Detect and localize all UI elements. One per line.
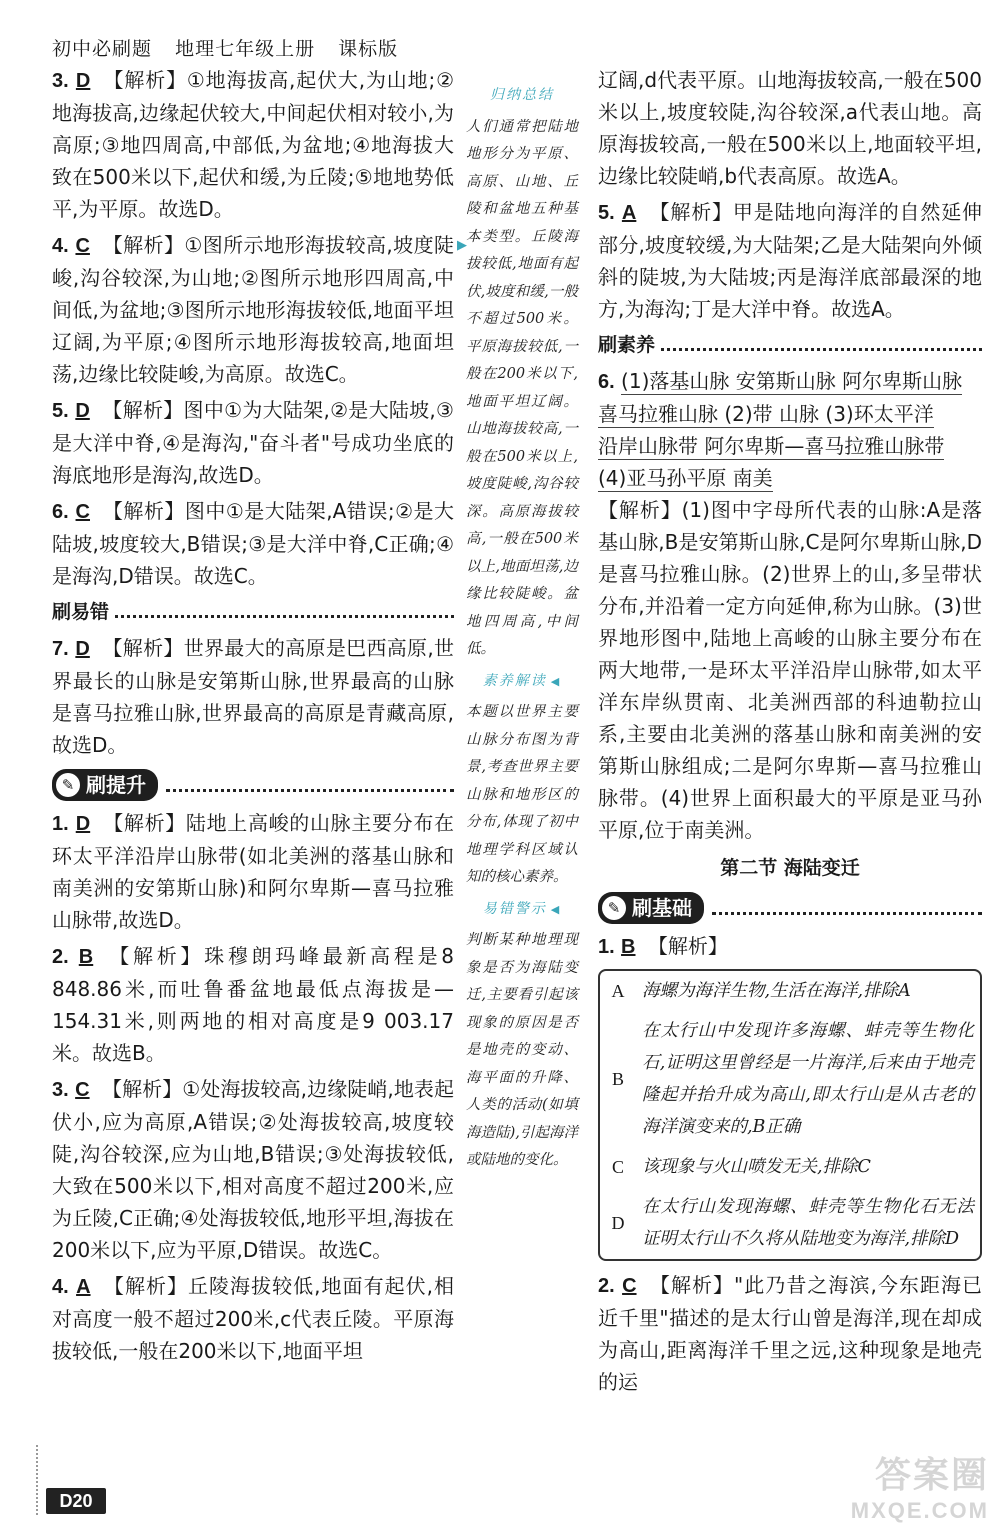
section-title: 第二节 海陆变迁 bbox=[720, 857, 860, 879]
answer-item-j2: 2. C 【解析】"此乃昔之海滨,今东距海已近千里"描述的是太行山曾是海洋,现在却成为高山,距离海洋千里之远,这种现象是地壳的运 bbox=[598, 1273, 982, 1394]
section-header-suyang: 刷素养 bbox=[598, 329, 982, 361]
answer-item-4-continued bbox=[598, 64, 982, 192]
option-label: B bbox=[611, 1069, 624, 1089]
book-subject: 地理七年级上册 bbox=[175, 38, 316, 60]
answer-letter: D bbox=[75, 813, 91, 835]
answer-letter: C bbox=[75, 1079, 90, 1101]
explanation-text: 【解析】 bbox=[647, 934, 728, 958]
answer-letter: B bbox=[78, 946, 94, 968]
left-arrow-icon: ◀ bbox=[550, 902, 562, 916]
answer-item-6: 6. C 【解析】图中①是大陆架,A错误;②是大陆坡,坡度较大,B错误;③是大洋中脊,C正确;④是海沟,D错误。故选C。 bbox=[52, 499, 454, 588]
explanation-text: 【解析】陆地上高峻的山脉主要分布在环太平洋沿岸山脉带(如北美洲的落基山脉和南美洲的安第斯山脉)和阿尔卑斯—喜马拉雅山脉带,故选D。 bbox=[52, 811, 455, 932]
explanation-text: 【解析】①图所示地形海拔较高,坡度陡峻,沟谷较深,为山地;②图所示地形四周高,中间低,为盆地;③图所示地形海拔较低,地面平坦辽阔,为平原;④图所示地形海拔较高,地面坦荡,边缘比较陡峻,为高原。故选C。 bbox=[52, 233, 455, 386]
answer-letter: A bbox=[76, 1276, 91, 1298]
answer-item-t5: 5. A 【解析】甲是陆地向海洋的自然延伸部分,坡度较缓,为大陆架;乙是大陆架向外倾斜的陡坡,为大陆坡;丙是海洋底部最深的地方,为海沟;丁是大洋中脊。故选A。 bbox=[598, 200, 983, 321]
watermark: 答案圈 MXQE.COM bbox=[850, 1454, 989, 1523]
explanation-text: 【解析】①处海拔较高,边缘陡峭,地表起伏小,应为高原,A错误;②处海拔较高,坡度较陡,沟谷较深,应为山地,B错误;③处海拔较低,大致在500米以下,相对高度不超过200米,应为丘陵,C正确;④处海拔较低,地形平坦,海拔在200米以下,应为平原,D错误。故选C。 bbox=[52, 1077, 454, 1262]
section-header-jichu: ✎ 刷基础 bbox=[598, 892, 982, 924]
table-row bbox=[600, 1147, 980, 1187]
option-label: A bbox=[611, 981, 625, 1001]
left-column bbox=[52, 64, 454, 1371]
answer-letter: C bbox=[75, 235, 90, 257]
page-header bbox=[52, 34, 414, 61]
option-label: D bbox=[611, 1213, 625, 1233]
answer-letter: B bbox=[621, 936, 636, 958]
pencil-icon: ✎ bbox=[602, 896, 626, 920]
fill-answer: (1)落基山脉 安第斯山脉 阿尔卑斯山脉 bbox=[621, 369, 963, 393]
explanation-text: 【解析】①地海拔高,起伏大,为山地;②地海拔高,边缘起伏较大,中间起伏相对较小,为高原;③地四周高,中部低,为盆地;④地海拔大致在500米以下,起伏和缓,为丘陵;⑤地地势低平,为平原。故选D。 bbox=[52, 68, 455, 221]
answer-item-7: 7. D 【解析】世界最大的高原是巴西高原,世界最长的山脉是安第斯山脉,世界最高的山脉是喜马拉雅山脉,世界最高的高原是青藏高原,故选D。 bbox=[52, 636, 455, 757]
answer-item-t1: 1. D 【解析】陆地上高峻的山脉主要分布在环太平洋沿岸山脉带(如北美洲的落基山脉和南美洲的安第斯山脉)和阿尔卑斯—喜马拉雅山脉带,故选D。 bbox=[52, 811, 455, 932]
answer-item-t4: 4. A 【解析】丘陵海拔较低,地面有起伏,相对高度一般不超过200米,c代表丘陵。平原海拔较低,一般在200米以下,地面平坦 bbox=[52, 1274, 455, 1363]
explanation-text: 【解析】图中①为大陆架,②是大陆坡,③是大洋中脊,④是海沟,"奋斗者"号成功坐底的海底地形是海沟,故选D。 bbox=[52, 398, 454, 487]
table-row bbox=[600, 1011, 980, 1147]
table-row bbox=[600, 971, 980, 1011]
option-analysis: 在太行山中发现许多海螺、蚌壳等生物化石,证明这里曾经是一片海洋,后来由于地壳隆起并抬升成为高山,即太行山是从古老的海洋演变来的,B正确 bbox=[642, 1021, 974, 1137]
answer-letter: C bbox=[622, 1275, 637, 1297]
side-note-title: 素养解读 ◀ bbox=[482, 672, 562, 689]
option-analysis: 在太行山发现海螺、蚌壳等生物化石无法证明太行山不久将从陆地变为海洋,排除D bbox=[642, 1197, 974, 1249]
fill-answer: (4)亚马孙平原 南美 bbox=[598, 466, 773, 490]
option-analysis-table bbox=[598, 969, 982, 1261]
side-note-text: 人们通常把陆地地形分为平原、高原、山地、丘陵和盆地五种基本类型。丘陵海拔较低,地面有起伏,坡度和缓,一般不超过500米。平原海拔较低,一般在200米以下,地面平坦辽阔。山地海拔较高,一般在500米以上,坡度陡峻,沟谷较深。高原海拔较高,一般在500米以上,地面坦荡,边缘比较陡峻。盆地四周高,中间低。 bbox=[466, 118, 578, 657]
section-header-yicuo: 刷易错 bbox=[52, 596, 454, 628]
answer-letter: A bbox=[621, 202, 637, 224]
section-header-tisheng: ✎ 刷提升 bbox=[52, 769, 454, 801]
answer-item-3: 3. D 【解析】①地海拔高,起伏大,为山地;②地海拔高,边缘起伏较大,中间起伏相对较小,为高原;③地四周高,中部低,为盆地;④地海拔大致在500米以下,起伏和缓,为丘陵;⑤地地势低平,为平原。故选D。 bbox=[52, 68, 455, 221]
dotted-divider bbox=[115, 606, 454, 618]
explanation-text: 【解析】丘陵海拔较低,地面有起伏,相对高度一般不超过200米,c代表丘陵。平原海拔较低,一般在200米以下,地面平坦 bbox=[52, 1274, 455, 1363]
explanation-text: 【解析】图中①是大陆架,A错误;②是大陆坡,坡度较大,B错误;③是大洋中脊,C正确;④是海沟,D错误。故选C。 bbox=[52, 499, 454, 588]
option-analysis: 海螺为海洋生物,生活在海洋,排除A bbox=[642, 981, 911, 1001]
answer-letter: D bbox=[75, 638, 90, 660]
dotted-divider bbox=[166, 778, 454, 792]
side-note-pointer-icon: ▶ bbox=[457, 238, 467, 253]
answer-item-t2: 2. B 【解析】珠穆朗玛峰最新高程是8 848.86米,而吐鲁番盆地最低点海拔是—154.31米,则两地的相对高度是9 003.17米。故选B。 bbox=[52, 944, 455, 1065]
explanation-text: 【解析】甲是陆地向海洋的自然延伸部分,坡度较缓,为大陆架;乙是大陆架向外倾斜的陡坡,为大陆坡;丙是海洋底部最深的地方,为海沟;丁是大洋中脊。故选A。 bbox=[598, 200, 983, 321]
option-analysis: 该现象与火山喷发无关,排除C bbox=[642, 1157, 871, 1177]
answer-item-t3: 3. C 【解析】①处海拔较高,边缘陡峭,地表起伏小,应为高原,A错误;②处海拔较高,坡度较陡,沟谷较深,应为山地,B错误;③处海拔较低,大致在500米以下,相对高度不超过200米,应为丘陵,C正确;④处海拔较低,地形平坦,海拔在200米以下,应为平原,D错误。故选C。 bbox=[52, 1077, 454, 1262]
right-column bbox=[598, 64, 982, 1402]
explanation-text: 【解析】世界最大的高原是巴西高原,世界最长的山脉是安第斯山脉,世界最高的山脉是喜马拉雅山脉,世界最高的高原是青藏高原,故选D。 bbox=[52, 636, 455, 757]
side-note-text: 本题以世界主要山脉分布图为背景,考查世界主要山脉和地形区的分布,体现了初中地理学科区域认知的核心素养。 bbox=[466, 704, 578, 885]
side-note-title: 归纳总结 bbox=[490, 87, 554, 103]
table-row bbox=[600, 1187, 980, 1259]
answer-letter: D bbox=[75, 70, 91, 92]
left-arrow-icon: ◀ bbox=[550, 674, 562, 688]
corner-dotted-line bbox=[36, 1445, 38, 1515]
explanation-text: 【解析】(1)图中字母所代表的山脉:A是落基山脉,B是安第斯山脉,C是阿尔卑斯山脉,D是喜马拉雅山脉。(2)世界上的山,多呈带状分布,并沿着一定方向延伸,称为山脉。(3)世界地形图中,陆地上高峻的山脉主要分布在两大地带,一是环太平洋沿岸山脉带,如太平洋东岸纵贯南、北美洲西部的科迪勒拉山系,主要由北美洲的落基山脉和南美洲的安第斯山脉组成;二是阿尔卑斯—喜马拉雅山脉带。(4)世界上面积最大的平原是亚马孙平原,位于南美洲。 bbox=[598, 498, 982, 842]
book-edition: 课标版 bbox=[338, 38, 399, 60]
fill-answer: 沿岸山脉带 阿尔卑斯—喜马拉雅山脉带 bbox=[598, 434, 945, 458]
dotted-divider bbox=[712, 901, 982, 915]
answer-item-s6: 6. (1)落基山脉 安第斯山脉 阿尔卑斯山脉 喜马拉雅山脉 (2)带 山脉 (3)环太平洋 沿岸山脉带 阿尔卑斯—喜马拉雅山脉带 (4)亚马孙平原 南美 【解析】(1)图中字母所代表的山脉:A是落基山脉,B是安第斯山脉,C是阿尔卑斯山脉,D是喜马拉雅山脉。(2)世界上的山,多呈带状分布,并沿着一定方向延伸,称为山脉。(3)世界地形图中,陆地上高峻的山脉主要分布在两大地带,一是环太平洋沿岸山脉带,如太平洋东岸纵贯南、北美洲西部的科迪勒拉山系,主要由北美洲的落基山脉和南美洲的安第斯山脉组成;二是阿尔卑斯—喜马拉雅山脉带。(4)世界上面积最大的平原是亚马孙平原,位于南美洲。 bbox=[598, 365, 982, 846]
side-notes bbox=[466, 78, 578, 1175]
option-label: C bbox=[611, 1157, 624, 1177]
fill-answer: 喜马拉雅山脉 (2)带 山脉 (3)环太平洋 bbox=[598, 402, 934, 426]
side-note-text: 判断某种地理现象是否为海陆变迁,主要看引起该现象的原因是否是地壳的变动、海平面的升降、人类的活动(如填海造陆),引起海洋或陆地的变化。 bbox=[466, 932, 578, 1168]
explanation-text: 辽阔,d代表平原。山地海拔较高,一般在500米以上,坡度较陡,沟谷较深,a代表山地。高原海拔较高,一般在500米以上,地面较平坦,边缘比较陡峭,b代表高原。故选A。 bbox=[598, 68, 982, 188]
answer-item-5: 5. D 【解析】图中①为大陆架,②是大陆坡,③是大洋中脊,④是海沟,"奋斗者"号成功坐底的海底地形是海沟,故选D。 bbox=[52, 398, 454, 487]
answer-item-j1: 1. B 【解析】 bbox=[598, 934, 728, 958]
explanation-text: 【解析】珠穆朗玛峰最新高程是8 848.86米,而吐鲁番盆地最低点海拔是—154.31米,则两地的相对高度是9 003.17米。故选B。 bbox=[52, 944, 455, 1065]
answer-letter: D bbox=[75, 400, 90, 422]
page-number: D20 bbox=[46, 1488, 106, 1514]
answer-letter: C bbox=[75, 501, 90, 523]
book-title: 初中必刷题 bbox=[52, 38, 153, 60]
explanation-text: 【解析】"此乃昔之海滨,今东距海已近千里"描述的是太行山曾是海洋,现在却成为高山,距离海洋千里之远,这种现象是地壳的运 bbox=[598, 1273, 982, 1394]
dotted-divider bbox=[661, 339, 982, 351]
side-note-title: 易错警示 ◀ bbox=[482, 900, 562, 917]
answer-item-4: 4. C 【解析】①图所示地形海拔较高,坡度陡峻,沟谷较深,为山地;②图所示地形四周高,中间低,为盆地;③图所示地形海拔较低,地面平坦辽阔,为平原;④图所示地形海拔较高,地面坦荡,边缘比较陡峻,为高原。故选C。 bbox=[52, 233, 455, 386]
pencil-icon: ✎ bbox=[56, 773, 80, 797]
